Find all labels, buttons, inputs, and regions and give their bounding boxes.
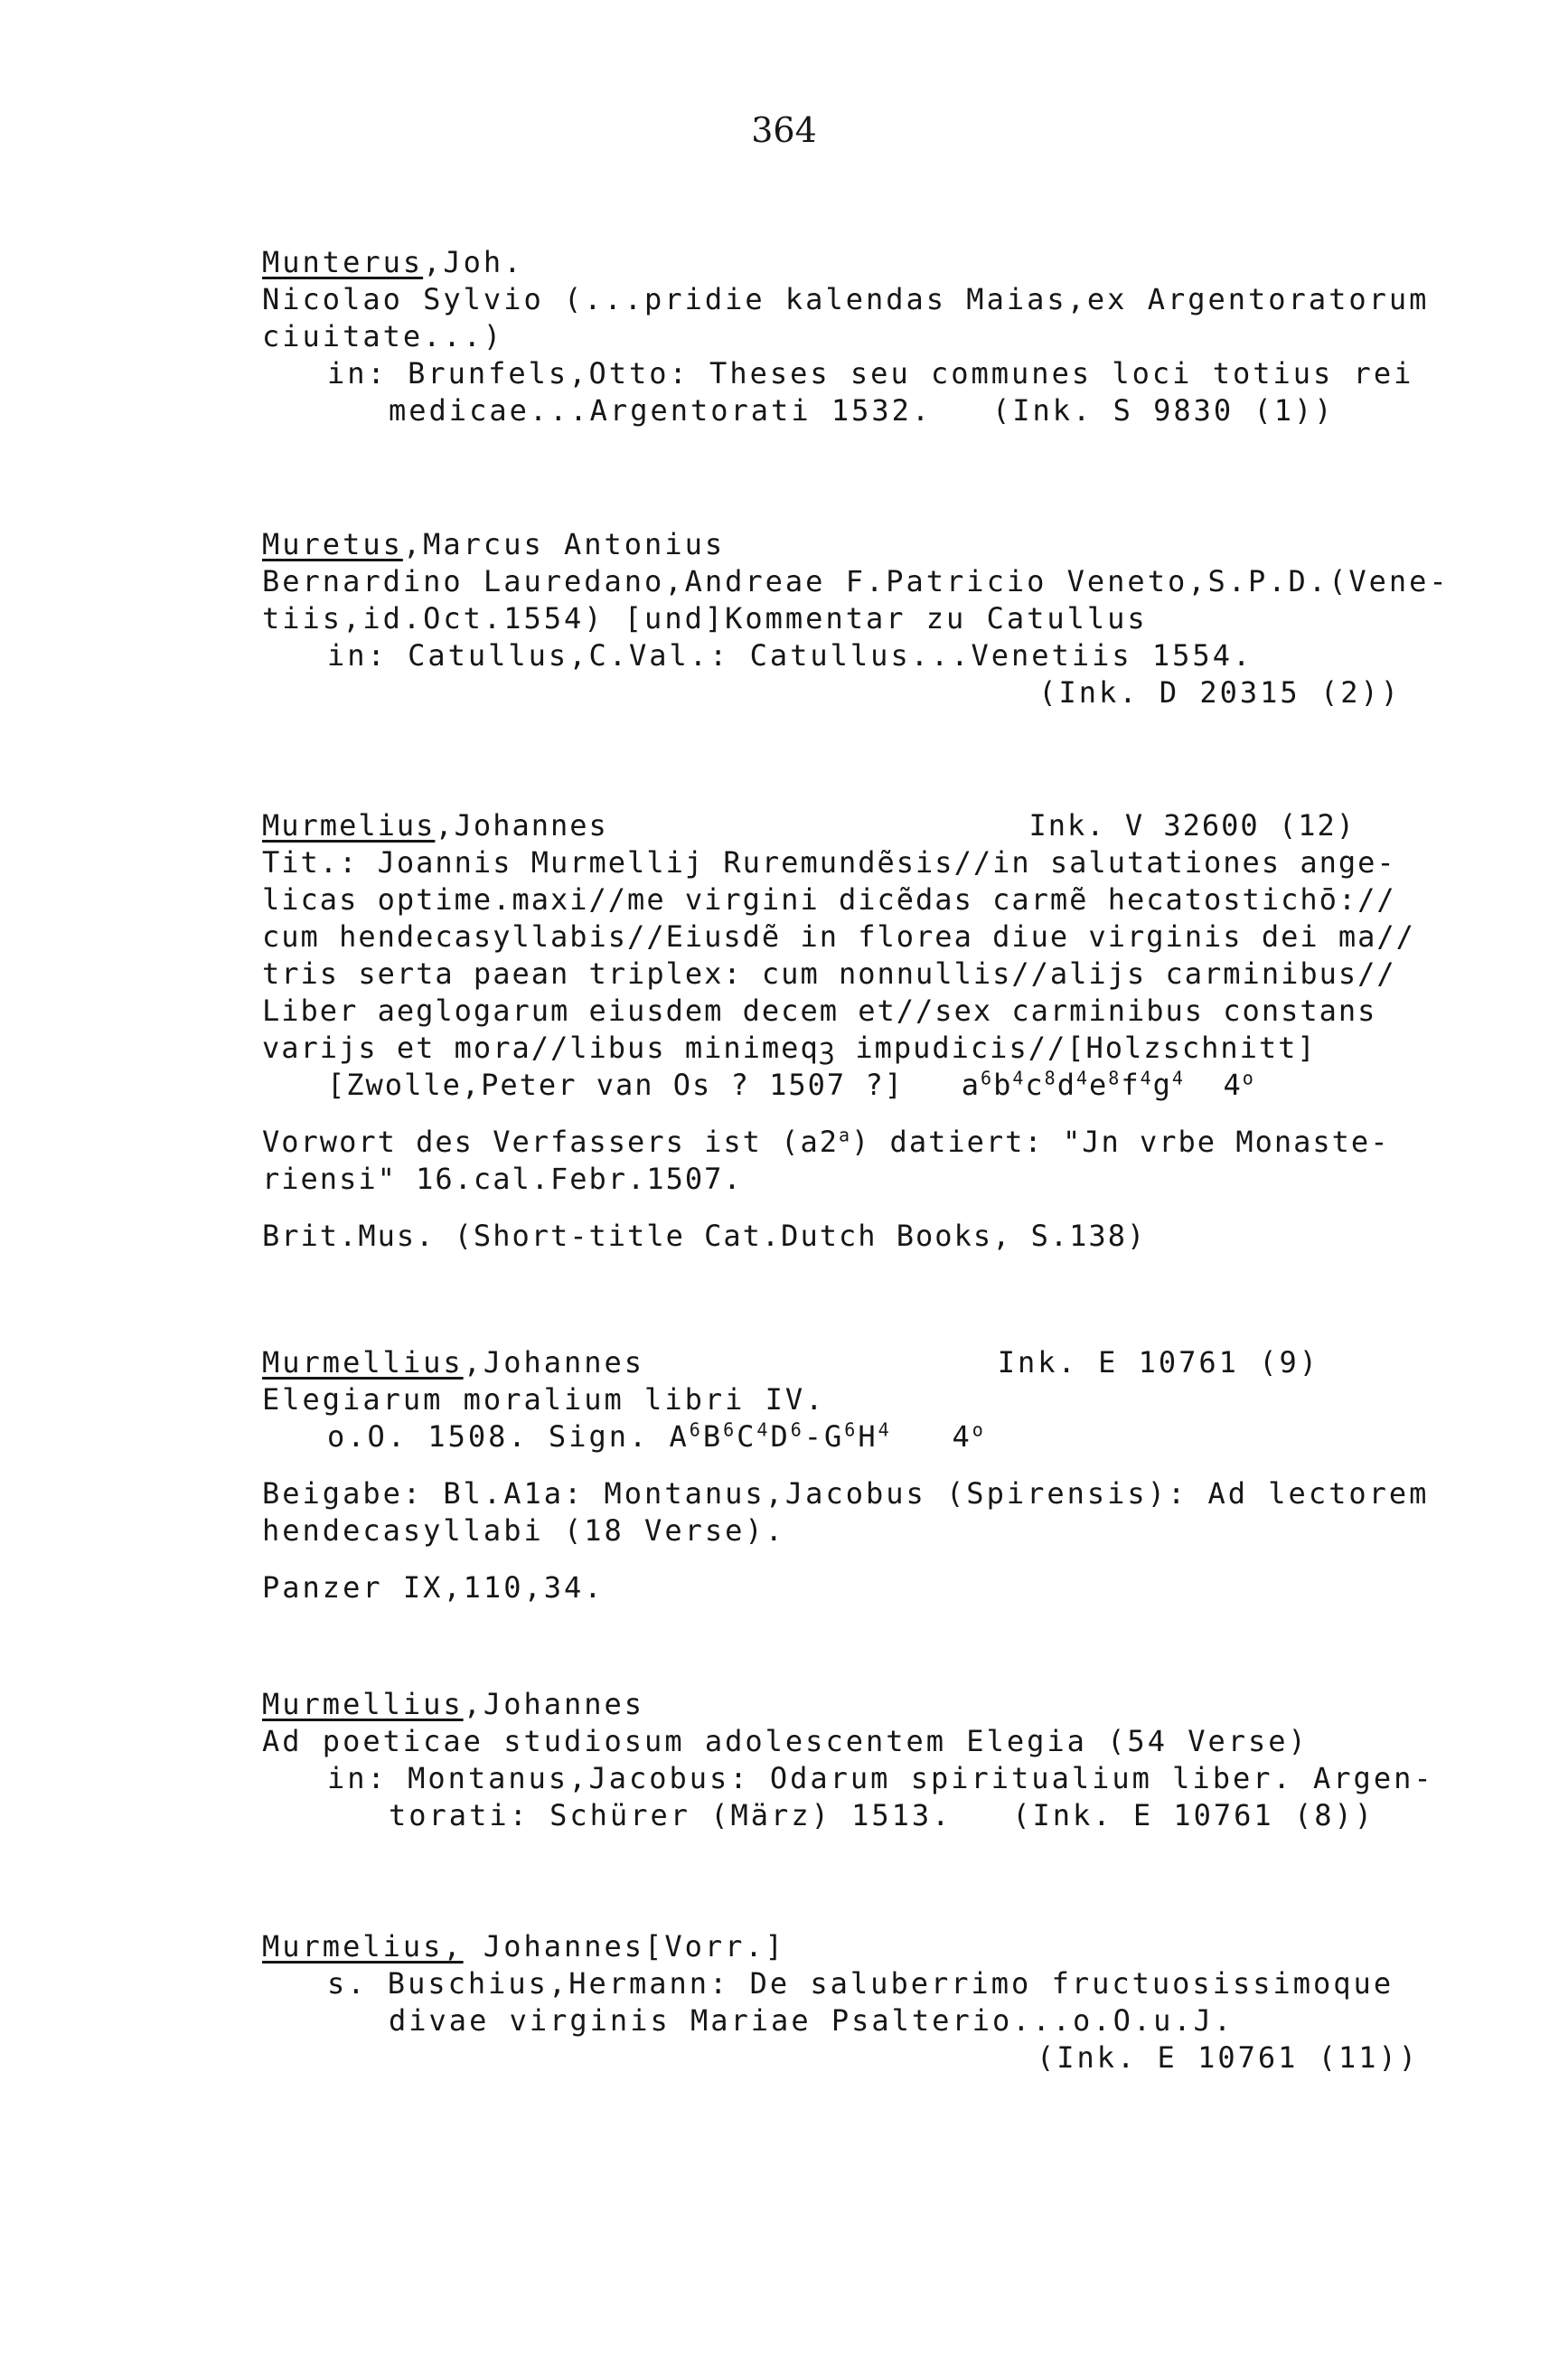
catalog-entry-munterus xyxy=(262,244,1455,429)
reference-line: Panzer IX,110,34. xyxy=(262,1570,605,1605)
imprint-line: o.O. 1508. Sign. $A^6B^6C^4D^6-G^6H^4$ 4$^o$ xyxy=(327,1418,986,1454)
entry-heading: Munterus,Joh. xyxy=(262,245,524,279)
catalog-entry-murmelius-v32600 xyxy=(262,807,1455,1255)
title-line: Liber aeglogarum eiusdem decem et//sex carminibus constans xyxy=(262,994,1377,1028)
see-reference-line: divae virginis Mariae Psalterio...o.O.u.J. xyxy=(389,2003,1235,2038)
entry-heading: Murmellius,Johannes xyxy=(262,1687,645,1721)
note-line: hendecasyllabi (18 Verse). xyxy=(262,1513,785,1548)
collation-formula: $A^6B^6C^4D^6-G^6H^4$ 4$^o$ xyxy=(669,1418,986,1454)
note-line: Beigabe: Bl.A1a: Montanus,Jacobus (Spirensis): Ad lectorem xyxy=(262,1476,1430,1511)
source-line: in: Montanus,Jacobus: Odarum spiritualium liber. Argen- xyxy=(327,1761,1434,1795)
shelfmark: (Ink. E 10761 (11)) xyxy=(1036,2040,1419,2075)
note-line: riensi" 16.cal.Febr.1507. xyxy=(262,1162,743,1196)
source-line: medicae...Argentorati 1532. (Ink. S 9830 (1)) xyxy=(389,393,1335,428)
page-number: 364 xyxy=(751,110,817,150)
entry-heading-row: Murmelius,Johannes Ink. V 32600 (12) xyxy=(262,807,1455,844)
source-line: in: Catullus,C.Val.: Catullus...Venetiis 1554. xyxy=(327,638,1253,673)
title-line: cum hendecasyllabis//Eiusdẽ in florea diue virginis dei ma// xyxy=(262,919,1415,954)
catalog-entry-murmellius-e10761-8 xyxy=(262,1686,1455,1834)
collation-formula: $a^6b^4c^8d^4e^8f^4g^4$ 4$^o$ xyxy=(961,1067,1255,1102)
title-line: Bernardino Lauredano,Andreae F.Patricio Veneto,S.P.D.(Vene- xyxy=(262,564,1450,598)
catalog-entry-murmellius-e10761-9 xyxy=(262,1344,1455,1606)
shelfmark: (Ink. D 20315 (2)) xyxy=(1038,675,1401,710)
title-line: licas optime.maxi//me virgini dicẽdas carmẽ hecatostichō:// xyxy=(262,882,1396,917)
reference-line: Brit.Mus. (Short-title Cat.Dutch Books, S.138) xyxy=(262,1219,1147,1253)
see-reference-line: s. Buschius,Hermann: De saluberrimo fructuosissimoque xyxy=(327,1966,1394,2001)
source-line: torati: Schürer (März) 1513. (Ink. E 10761 (8)) xyxy=(389,1798,1376,1832)
title-line: varijs et mora//libus minimeqꝫ impudicis//[Holzschnitt] xyxy=(262,1031,1317,1065)
imprint-line: [Zwolle,Peter van Os ? 1507 ?] $a^6b^4c^8d^4e^8f^4g^4$ 4$^o$ xyxy=(327,1067,1255,1102)
title-line: Ad poeticae studiosum adolescentem Elegia (54 Verse) xyxy=(262,1724,1309,1758)
entry-heading: Muretus,Marcus Antonius xyxy=(262,527,726,561)
title-line: Elegiarum moralium libri IV. xyxy=(262,1382,826,1417)
title-line: ciuitate...) xyxy=(262,319,504,353)
note-line: Vorwort des Verfassers ist (a2$^a$) datiert: "Jn vrbe Monaste- xyxy=(262,1124,1390,1159)
source-line: in: Brunfels,Otto: Theses seu communes loci totius rei xyxy=(327,356,1414,391)
title-line: Nicolao Sylvio (...pridie kalendas Maias,ex Argentoratorum xyxy=(262,282,1430,316)
catalog-entry-murmelius-vorrede xyxy=(262,1928,1455,2077)
title-line: tiis,id.Oct.1554) [und]Kommentar zu Catullus xyxy=(262,601,1148,636)
shelfmark: Ink. V 32600 (12) xyxy=(1028,808,1356,843)
shelfmark: Ink. E 10761 (9) xyxy=(997,1345,1319,1380)
entry-heading-row: Murmellius,Johannes Ink. E 10761 (9) xyxy=(262,1344,1455,1381)
title-line: tris serta paean triplex: cum nonnullis//alijs carminibus// xyxy=(262,956,1396,991)
catalog-entry-muretus xyxy=(262,526,1455,711)
title-line: Tit.: Joannis Murmellij Ruremundẽsis//in salutationes ange- xyxy=(262,845,1396,880)
entry-heading: Murmelius, Johannes[Vorr.] xyxy=(262,1929,785,1964)
